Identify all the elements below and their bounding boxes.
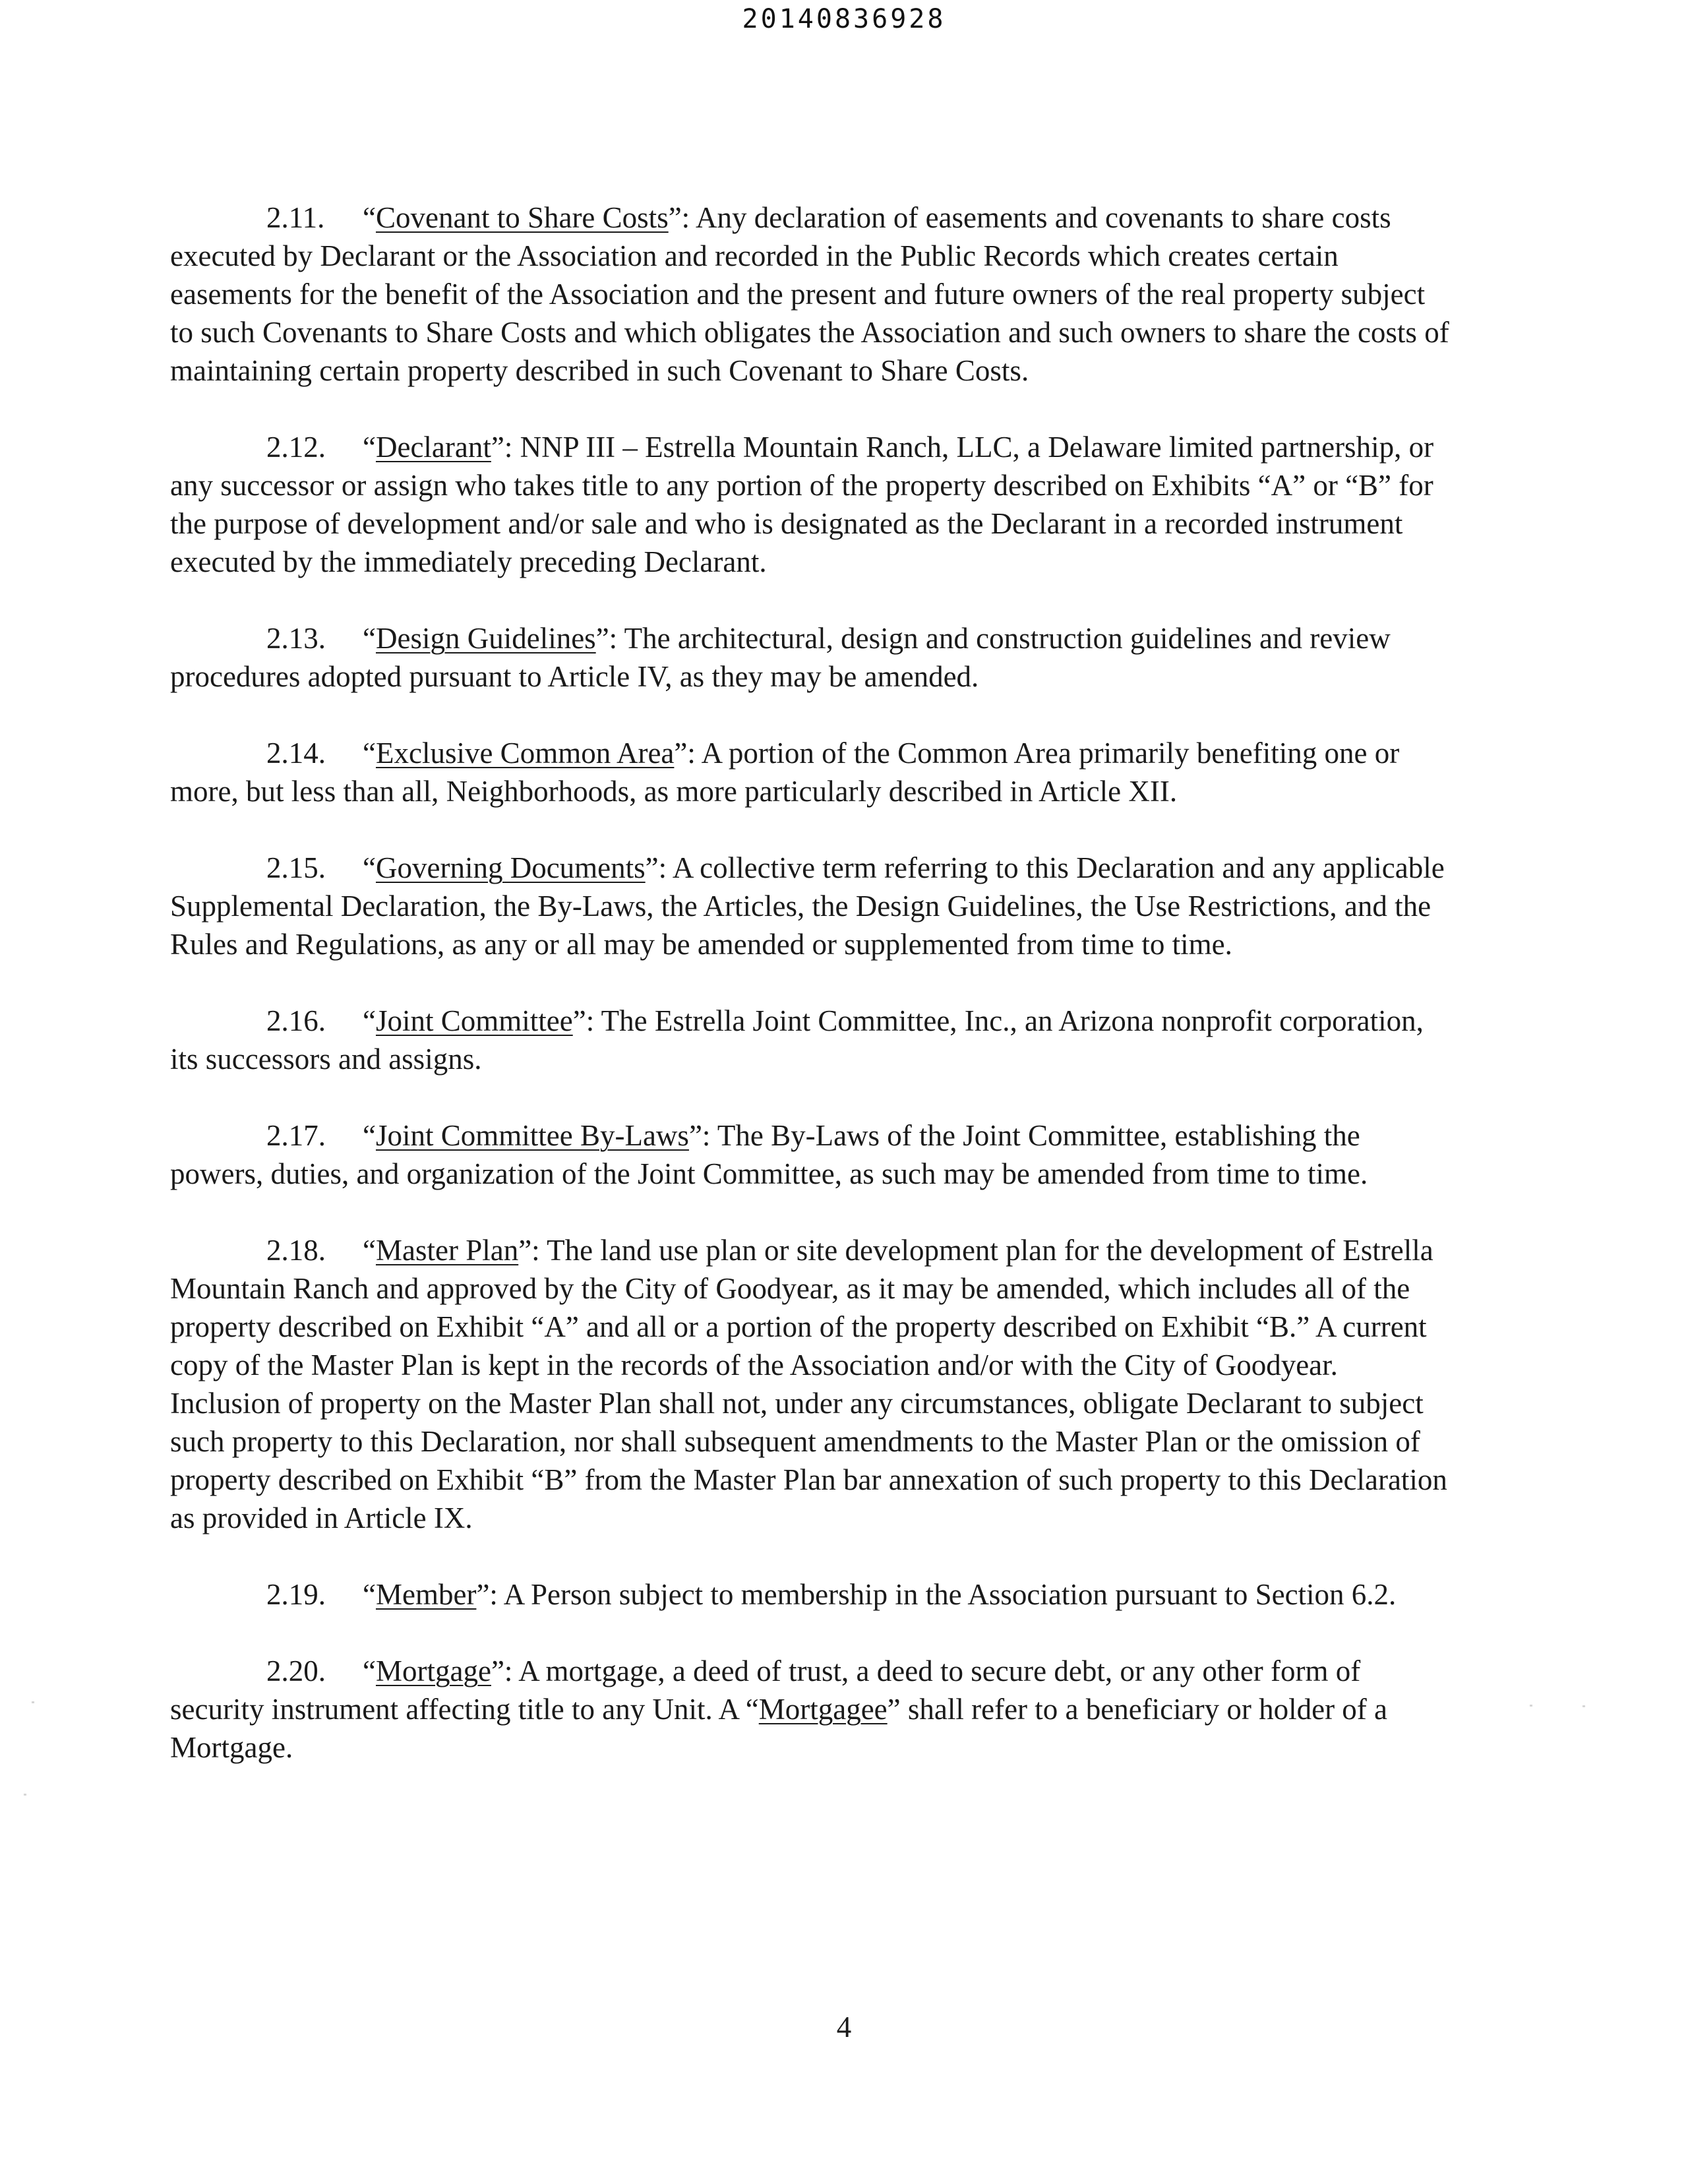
definition-text: A mortgage, a deed of trust, a deed to secure debt, or any other form of security instrument affecting title to any Unit. A “ [170, 1654, 1361, 1726]
section-2-14: 2.14. “Exclusive Common Area”: A portion of the Common Area primarily benefiting one or more, but less than all, Neighborhoods, as more particularly described in Article XII. [170, 734, 1451, 810]
defined-term: Master Plan [375, 1234, 519, 1267]
definition-text: A portion of the Common Area primarily benefiting one or more, but less than all, Neighborhoods, as more particularly described in Article XII. [170, 737, 1400, 808]
definition-text: Any declaration of easements and covenants to share costs executed by Declarant or the Association and recorded in the Public Records which creates certain easements for the benefit of the Association and the present and future owners of the real property subject to such Covenants to Share Costs and which obligates the Association and such owners to share the costs of maintaining certain property described in such Covenant to Share Costs. [170, 201, 1449, 387]
section-number: 2.16. [266, 1004, 326, 1037]
scan-speck [1530, 1705, 1532, 1707]
defined-term: Design Guidelines [375, 622, 596, 655]
defined-term: Exclusive Common Area [375, 737, 675, 770]
section-number: 2.13. [266, 622, 326, 655]
section-2-19: 2.19. “Member”: A Person subject to membership in the Association pursuant to Section 6.2. [170, 1575, 1451, 1614]
section-2-11: 2.11. “Covenant to Share Costs”: Any declaration of easements and covenants to share costs executed by Declarant or the Association and recorded in the Public Records which creates certain easements for the benefit of the Association and the present and future owners of the real property subject to such Covenants to Share Costs and which obligates the Association and such owners to share the costs of maintaining certain property described in such Covenant to Share Costs. [170, 198, 1451, 390]
defined-term: Joint Committee [375, 1004, 573, 1037]
scan-speck [24, 1794, 26, 1796]
defined-term: Joint Committee By-Laws [375, 1119, 689, 1152]
definition-text: The architectural, design and construction guidelines and review procedures adopted pursuant to Article IV, as they may be amended. [170, 622, 1391, 693]
section-2-12: 2.12. “Declarant”: NNP III – Estrella Mountain Ranch, LLC, a Delaware limited partnership, or any successor or assign who takes title to any portion of the property described on Exhibits “A” or “B” for the purpose of development and/or sale and who is designated as the Declarant in a recorded instrument executed by the immediately preceding Declarant. [170, 428, 1451, 581]
defined-term: Member [375, 1578, 477, 1611]
section-number: 2.19. [266, 1578, 326, 1611]
section-2-16: 2.16. “Joint Committee”: The Estrella Joint Committee, Inc., an Arizona nonprofit corporation, its successors and assigns. [170, 1002, 1451, 1078]
section-2-18: 2.18. “Master Plan”: The land use plan or site development plan for the development of Estrella Mountain Ranch and approved by the City of Goodyear, as it may be amended, which includes all of the property described on Exhibit “A” and all or a portion of the property described on Exhibit “B.” A current copy of the Master Plan is kept in the records of the Association and/or with the City of Goodyear. Inclusion of property on the Master Plan shall not, under any circumstances, obligate Declarant to subject such property to this Declaration, nor shall subsequent amendments to the Master Plan or the omission of property described on Exhibit “B” from the Master Plan bar annexation of such property to this Declaration as provided in Article IX. [170, 1231, 1451, 1537]
definition-text: The By-Laws of the Joint Committee, establishing the powers, duties, and organization of the Joint Committee, as such may be amended from time to time. [170, 1119, 1368, 1190]
defined-term: Declarant [375, 431, 491, 464]
definition-text: NNP III – Estrella Mountain Ranch, LLC, a Delaware limited partnership, or any successor or assign who takes title to any portion of the property described on Exhibits “A” or “B” for the purpose of development and/or sale and who is designated as the Declarant in a recorded instrument executed by the immediately preceding Declarant. [170, 431, 1434, 578]
definition-text: The land use plan or site development plan for the development of Estrella Mountain Ranch and approved by the City of Goodyear, as it may be amended, which includes all of the property described on Exhibit “A” and all or a portion of the property described on Exhibit “B.” A current copy of the Master Plan is kept in the records of the Association and/or with the City of Goodyear. Inclusion of property on the Master Plan shall not, under any circumstances, obligate Declarant to subject such property to this Declaration, nor shall subsequent amendments to the Master Plan or the omission of property described on Exhibit “B” from the Master Plan bar annexation of such property to this Declaration as provided in Article IX. [170, 1234, 1447, 1534]
section-number: 2.20. [266, 1654, 326, 1687]
section-number: 2.12. [266, 431, 326, 464]
defined-term: Covenant to Share Costs [375, 201, 669, 234]
section-number: 2.11. [266, 201, 325, 234]
section-number: 2.14. [266, 737, 326, 770]
document-id: 20140836928 [742, 4, 946, 34]
definition-text: The Estrella Joint Committee, Inc., an Arizona nonprofit corporation, its successors and assigns. [170, 1004, 1424, 1076]
section-2-13: 2.13. “Design Guidelines”: The architectural, design and construction guidelines and review procedures adopted pursuant to Article IV, as they may be amended. [170, 619, 1451, 696]
defined-term: Governing Documents [375, 851, 646, 884]
section-number: 2.18. [266, 1234, 326, 1267]
scan-speck [1582, 1705, 1585, 1707]
definition-text: A Person subject to membership in the Association pursuant to Section 6.2. [503, 1578, 1397, 1611]
section-2-17: 2.17. “Joint Committee By-Laws”: The By-Laws of the Joint Committee, establishing the powers, duties, and organization of the Joint Committee, as such may be amended from time to time. [170, 1116, 1451, 1193]
section-number: 2.15. [266, 851, 326, 884]
scan-speck [32, 1701, 34, 1703]
document-body [170, 198, 1451, 1805]
page-number: 4 [836, 2011, 852, 2044]
definition-text: A collective term referring to this Declaration and any applicable Supplemental Declaration, the By-Laws, the Articles, the Design Guidelines, the Use Restrictions, and the Rules and Regulations, as any or all may be amended or supplemented from time to time. [170, 851, 1445, 961]
section-2-20: 2.20. “Mortgage”: A mortgage, a deed of trust, a deed to secure debt, or any other form of security instrument affecting title to any Unit. A “Mortgagee” shall refer to a beneficiary or holder of a Mortgage. [170, 1652, 1451, 1767]
definition-text-tail: ” shall refer to a beneficiary or holder of a Mortgage. [170, 1693, 1388, 1764]
defined-term: Mortgage [375, 1654, 491, 1687]
section-number: 2.17. [266, 1119, 326, 1152]
section-2-15: 2.15. “Governing Documents”: A collective term referring to this Declaration and any applicable Supplemental Declaration, the By-Laws, the Articles, the Design Guidelines, the Use Restrictions, and the Rules and Regulations, as any or all may be amended or supplemented from time to time. [170, 849, 1451, 963]
defined-term-secondary: Mortgagee [758, 1693, 888, 1726]
